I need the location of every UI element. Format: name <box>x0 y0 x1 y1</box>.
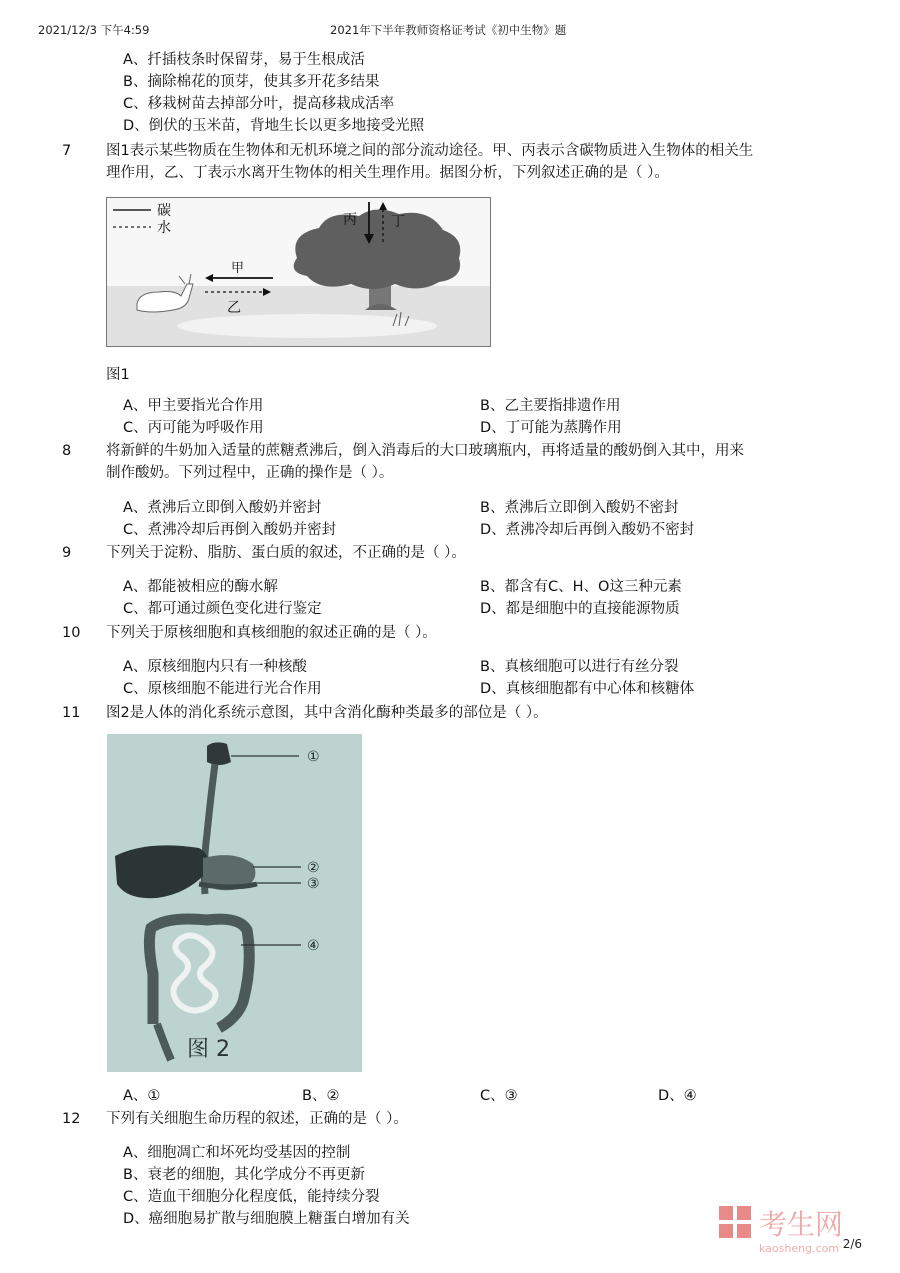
q9-option-d: D、都是细胞中的直接能源物质 <box>480 601 680 617</box>
label-2: ② <box>307 860 320 876</box>
label-4: ④ <box>307 938 320 954</box>
q7-option-b: B、乙主要指排遗作用 <box>480 398 621 414</box>
q10-option-a: A、原核细胞内只有一种核酸 <box>123 659 307 675</box>
q10-option-c: C、原核细胞不能进行光合作用 <box>123 681 322 697</box>
q8-option-a: A、煮沸后立即倒入酸奶并密封 <box>123 500 322 516</box>
q12-stem: 下列有关细胞生命历程的叙述，正确的是（ ）。 <box>106 1111 408 1127</box>
q6-option-d: D、倒伏的玉米苗，背地生长以更多地接受光照 <box>123 118 425 134</box>
label-yi: 乙 <box>227 300 241 316</box>
q11-option-d: D、④ <box>658 1088 697 1104</box>
label-3: ③ <box>307 876 320 892</box>
q8-stem-line2: 制作酸奶。下列过程中，正确的操作是（ ）。 <box>106 465 394 481</box>
q8-option-b: B、煮沸后立即倒入酸奶不密封 <box>480 500 679 516</box>
q7-stem-line1: 图1表示某些物质在生物体和无机环境之间的部分流动途径。甲、丙表示含碳物质进入生物体的相关生 <box>106 143 754 159</box>
q11-number: 11 <box>62 705 81 721</box>
q6-option-a: A、扦插枝条时保留芽，易于生根成活 <box>123 52 365 68</box>
q10-option-d: D、真核细胞都有中心体和核糖体 <box>480 681 695 697</box>
q9-option-a: A、都能被相应的酶水解 <box>123 579 278 595</box>
q10-option-b: B、真核细胞可以进行有丝分裂 <box>480 659 679 675</box>
q7-number: 7 <box>62 143 72 159</box>
q8-number: 8 <box>62 443 72 459</box>
figure-1-carbon-water-cycle <box>106 197 491 347</box>
q11-option-c: C、③ <box>480 1088 518 1104</box>
figure-2-drawing <box>107 734 362 1072</box>
logo-square-4 <box>737 1224 751 1238</box>
header-title: 2021年下半年教师资格证考试《初中生物》题 <box>330 23 567 37</box>
label-jia: 甲 <box>231 261 245 276</box>
q8-stem-line1: 将新鲜的牛奶加入适量的蔗糖煮沸后，倒入消毒后的大口玻璃瓶内，再将适量的酸奶倒入其中，用来 <box>106 443 744 459</box>
q9-number: 9 <box>62 545 72 561</box>
q7-option-d: D、丁可能为蒸腾作用 <box>480 420 622 436</box>
figure-2-caption: 图 2 <box>187 1037 230 1062</box>
q9-option-c: C、都可通过颜色变化进行鉴定 <box>123 601 322 617</box>
legend-carbon-label: 碳 <box>157 203 171 219</box>
q7-stem-line2: 理作用，乙、丁表示水离开生物体的相关生理作用。据图分析，下列叙述正确的是（ ）。 <box>106 165 669 181</box>
logo-square-2 <box>737 1206 751 1220</box>
figure-2-digestive-system <box>107 734 362 1072</box>
logo-square-3 <box>719 1224 733 1238</box>
q6-option-b: B、摘除棉花的顶芽，使其多开花多结果 <box>123 74 380 90</box>
q8-option-d: D、煮沸冷却后再倒入酸奶不密封 <box>480 522 695 538</box>
logo-square-1 <box>719 1206 733 1220</box>
figure-1-water-patch <box>177 314 437 338</box>
q12-option-a: A、细胞凋亡和坏死均受基因的控制 <box>123 1145 351 1161</box>
watermark-en: kaosheng.com <box>759 1242 840 1255</box>
q6-option-c: C、移栽树苗去掉部分叶，提高移栽成活率 <box>123 96 395 112</box>
figure-1-caption: 图1 <box>106 367 130 383</box>
q10-stem: 下列关于原核细胞和真核细胞的叙述正确的是（ ）。 <box>106 625 437 641</box>
q9-stem: 下列关于淀粉、脂肪、蛋白质的叙述，不正确的是（ ）。 <box>106 545 466 561</box>
page-number: 2/6 <box>842 1237 862 1251</box>
label-1: ① <box>307 749 320 765</box>
q10-number: 10 <box>62 625 81 641</box>
legend-water-label: 水 <box>157 220 171 236</box>
q11-option-a: A、① <box>123 1088 161 1104</box>
figure-1-drawing <box>107 198 490 346</box>
label-bing: 丙 <box>343 212 357 228</box>
q7-option-c: C、丙可能为呼吸作用 <box>123 420 264 436</box>
q8-option-c: C、煮沸冷却后再倒入酸奶并密封 <box>123 522 337 538</box>
q11-option-b: B、② <box>302 1088 340 1104</box>
q12-option-b: B、衰老的细胞，其化学成分不再更新 <box>123 1167 365 1183</box>
q12-number: 12 <box>62 1111 81 1127</box>
watermark-cn: 考生网 <box>759 1208 844 1241</box>
header-datetime: 2021/12/3 下午4:59 <box>38 23 150 37</box>
q7-option-a: A、甲主要指光合作用 <box>123 398 264 414</box>
q11-stem: 图2是人体的消化系统示意图，其中含消化酶种类最多的部位是（ ）。 <box>106 705 548 721</box>
q9-option-b: B、都含有C、H、O这三种元素 <box>480 579 682 595</box>
q12-option-c: C、造血干细胞分化程度低，能持续分裂 <box>123 1189 380 1205</box>
label-ding: 丁 <box>391 214 405 230</box>
q12-option-d: D、癌细胞易扩散与细胞膜上糖蛋白增加有关 <box>123 1211 410 1227</box>
